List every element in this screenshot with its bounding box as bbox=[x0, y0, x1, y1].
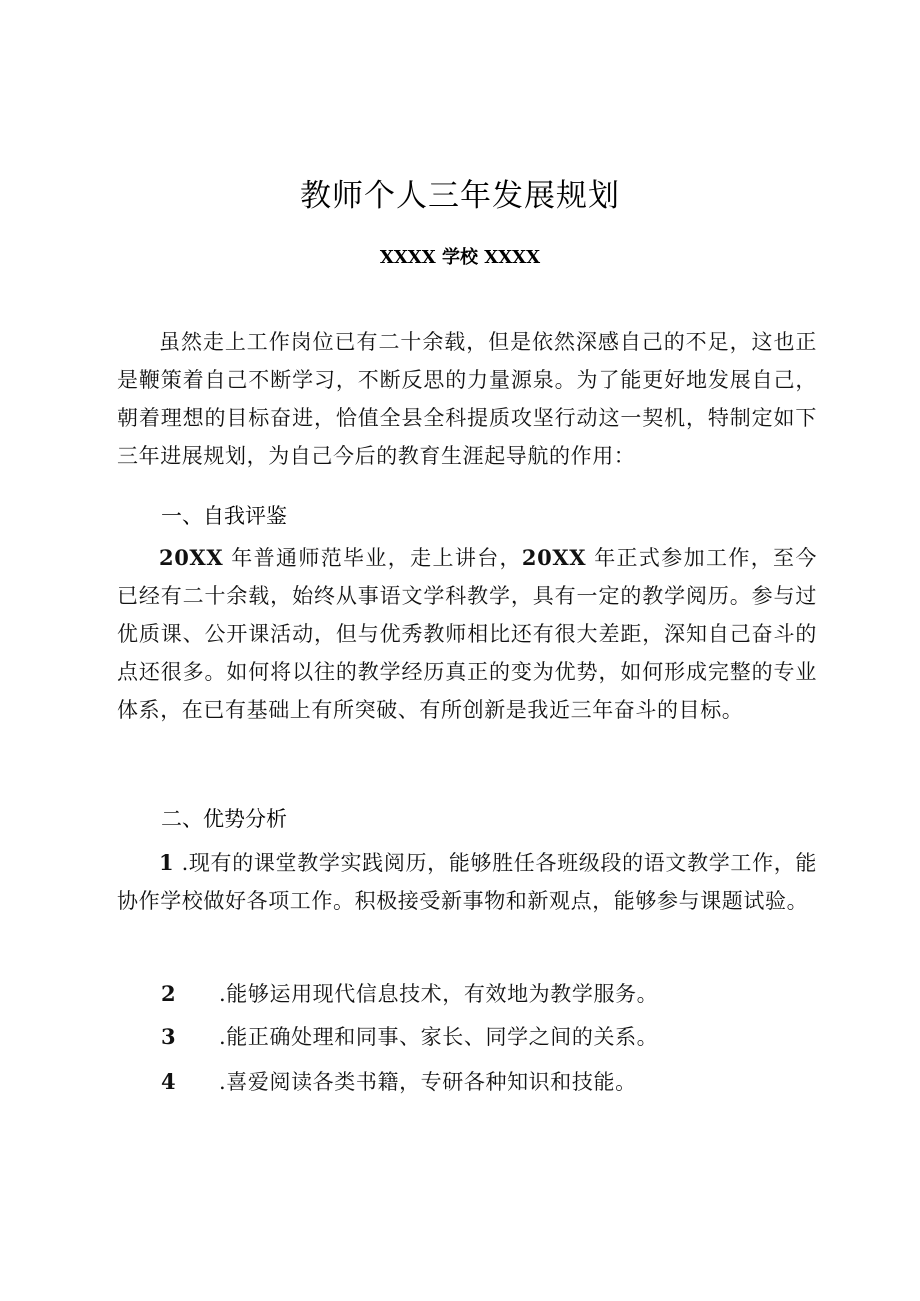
advantage-item-3 bbox=[161, 1018, 658, 1056]
self-assessment-text-1: 年普通师范毕业，走上讲台， bbox=[231, 546, 522, 570]
advantage-item-1 bbox=[117, 844, 817, 920]
section-heading-self-assessment: 一、自我评鉴 bbox=[161, 504, 287, 528]
section-heading-advantages: 二、优势分析 bbox=[161, 807, 287, 831]
self-assessment-paragraph bbox=[117, 539, 817, 729]
year-1: 20XX bbox=[159, 545, 224, 570]
advantage-item-1-text: .现有的课堂教学实践阅历，能够胜任各班级段的语文教学工作，能协作学校做好各项工作。积极接受新事物和新观点，能够参与课题试验。 bbox=[117, 851, 817, 913]
self-assessment-text-2: 年正式参加工作，至今已经有二十余载，始终从事语文学科教学，具有一定的教学阅历。参与过优质课、公开课活动，但与优秀教师相比还有很大差距，深知自己奋斗的点还很多。如何将以往的教学经历真正的变为优势，如何形成完整的专业体系，在已有基础上有所突破、有所创新是我近三年奋斗的目标。 bbox=[117, 546, 818, 722]
advantage-item-2 bbox=[161, 975, 658, 1013]
year-2: 20XX bbox=[521, 545, 587, 570]
intro-paragraph: 虽然走上工作岗位已有二十余载，但是依然深感自己的不足，这也正是鞭策着自己不断学习，不断反思的力量源泉。为了能更好地发展自己，朝着理想的目标奋进，恰值全县全科提质攻坚行动这一契机，特制定如下三年进展规划，为自己今后的教育生涯起导航的作用： bbox=[117, 330, 817, 468]
advantage-item-2-number: 2 bbox=[161, 981, 177, 1006]
advantage-item-3-number: 3 bbox=[161, 1024, 177, 1049]
advantage-item-3-text: .能正确处理和同事、家长、同学之间的关系。 bbox=[219, 1025, 659, 1049]
advantage-item-1-number: 1 bbox=[159, 850, 175, 875]
advantage-item-4 bbox=[161, 1063, 637, 1101]
advantage-item-4-text: .喜爱阅读各类书籍，专研各种知识和技能。 bbox=[219, 1070, 637, 1094]
page-subtitle: XXXX 学校 XXXX bbox=[379, 247, 541, 268]
page-title: 教师个人三年发展规划 bbox=[300, 178, 620, 214]
advantage-item-2-text: .能够运用现代信息技术，有效地为教学服务。 bbox=[219, 982, 659, 1006]
advantage-item-4-number: 4 bbox=[161, 1069, 177, 1094]
